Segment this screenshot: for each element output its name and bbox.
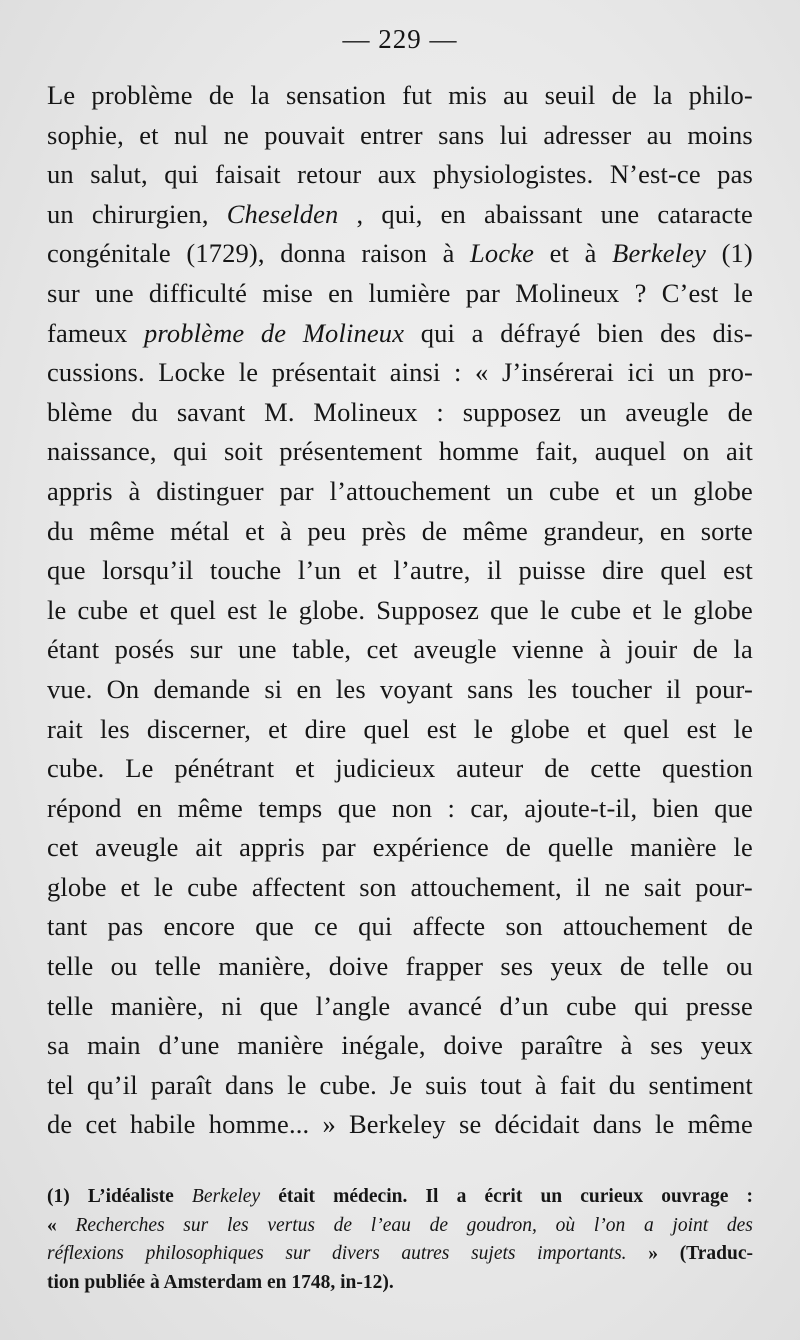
text-line: un chirurgien, Cheselden , qui, en abaissant une cataracte bbox=[47, 198, 753, 229]
text-line: congénitale (1729), donna raison à Locke et à Berkeley (1) bbox=[47, 238, 753, 269]
text-line: sa main d’une manière inégale, doive paraître à ses yeux bbox=[47, 1030, 753, 1061]
text-line: vue. On demande si en les voyant sans les toucher il pour- bbox=[47, 673, 753, 704]
footnote-line: (1) L’idéaliste Berkeley était médecin. Il a écrit un curieux ouvrage : bbox=[47, 1186, 753, 1207]
text-line: telle ou telle manière, doive frapper ses yeux de telle ou bbox=[47, 951, 753, 982]
text-line: cet aveugle ait appris par expérience de quelle manière le bbox=[47, 832, 753, 863]
text-line: sophie, et nul ne pouvait entrer sans lui adresser au moins bbox=[47, 119, 753, 150]
text-line: cube. Le pénétrant et judicieux auteur de cette question bbox=[47, 753, 753, 784]
text-line: rait les discerner, et dire quel est le globe et quel est le bbox=[47, 713, 753, 744]
footnote bbox=[47, 1183, 753, 1297]
text-line: globe et le cube affectent son attouchement, il ne sait pour- bbox=[47, 871, 753, 902]
page-number-header: — 229 — bbox=[342, 24, 458, 54]
text-line: fameux problème de Molineux qui a défrayé bien des dis- bbox=[47, 317, 753, 348]
text-line: tel qu’il paraît dans le cube. Je suis tout à fait du sentiment bbox=[47, 1069, 753, 1100]
text-line: cussions. Locke le présentait ainsi : « J’insérerai ici un pro- bbox=[47, 357, 753, 388]
main-text bbox=[47, 76, 753, 1145]
text-line: appris à distinguer par l’attouchement un cube et un globe bbox=[47, 475, 753, 506]
text-line: de cet habile homme... » Berkeley se décidait dans le même bbox=[47, 1109, 753, 1140]
text-line: répond en même temps que non : car, ajoute-t-il, bien que bbox=[47, 792, 753, 823]
footnote-line: tion publiée à Amsterdam en 1748, in-12). bbox=[47, 1271, 394, 1293]
text-line: blème du savant M. Molineux : supposez un aveugle de bbox=[47, 396, 753, 427]
text-line: tant pas encore que ce qui affecte son attouchement de bbox=[47, 911, 753, 942]
text-line: étant posés sur une table, cet aveugle vienne à jouir de la bbox=[47, 634, 753, 665]
text-line: naissance, qui soit présentement homme fait, auquel on ait bbox=[47, 436, 753, 467]
footnote-line: réflexions philosophiques sur divers autres sujets importants. » (Traduc- bbox=[47, 1243, 753, 1264]
text-line: Le problème de la sensation fut mis au seuil de la philo- bbox=[47, 80, 753, 110]
text-line: un salut, qui faisait retour aux physiologistes. N’est-ce pas bbox=[47, 159, 753, 190]
footnote-line: « Recherches sur les vertus de l’eau de goudron, où l’on a joint des bbox=[47, 1214, 753, 1236]
text-line: le cube et quel est le globe. Supposez que le cube et le globe bbox=[47, 594, 753, 625]
text-line: du même métal et à peu près de même grandeur, en sorte bbox=[47, 515, 753, 546]
text-line: que lorsqu’il touche l’un et l’autre, il puisse dire quel est bbox=[47, 555, 753, 586]
text-line: telle manière, ni que l’angle avancé d’un cube qui presse bbox=[47, 990, 753, 1021]
text-line: sur une difficulté mise en lumière par Molineux ? C’est le bbox=[47, 277, 753, 308]
